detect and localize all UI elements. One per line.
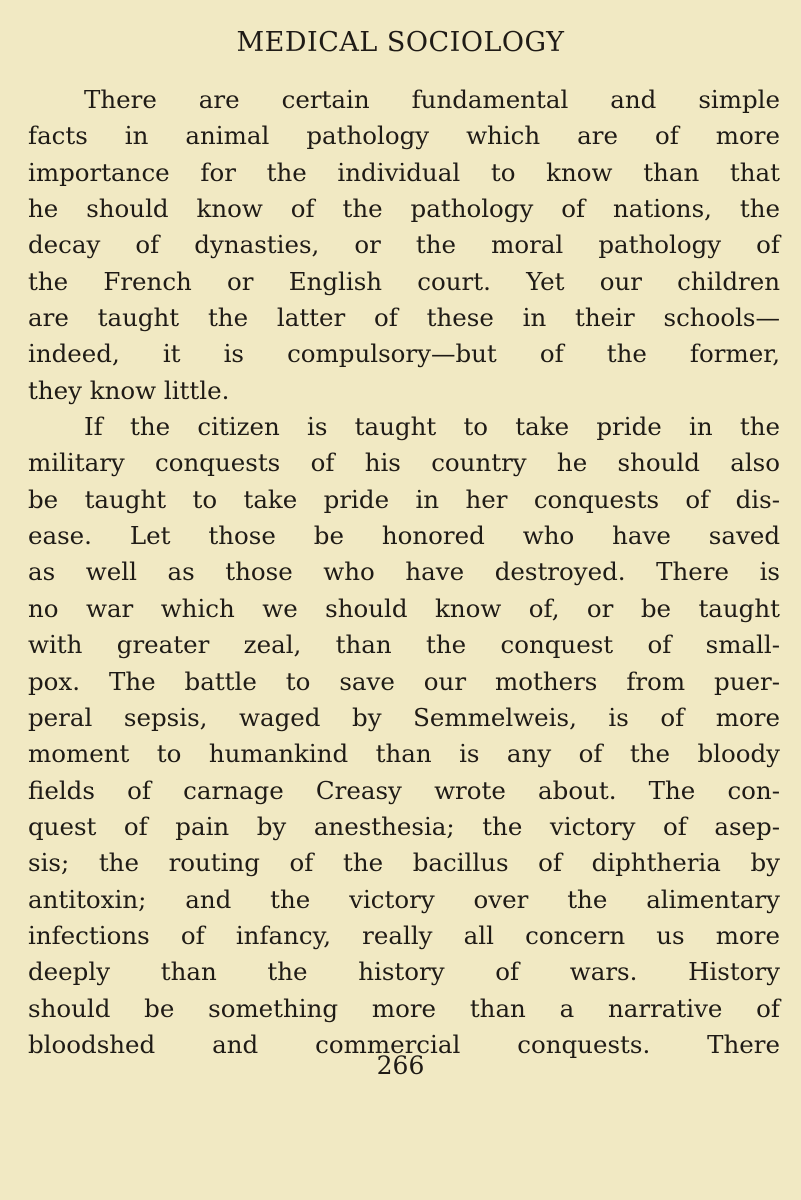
text-line: facts in animal pathology which are of more [28,121,780,151]
text-line: are taught the latter of these in their schools— [28,303,780,333]
text-line: indeed, it is compulsory—but of the former, [28,339,780,369]
text-line: deeply than the history of wars. History [28,957,780,987]
text-line: infections of infancy, really all concern us more [28,920,780,950]
running-head: MEDICAL SOCIOLOGY [236,27,565,58]
text-line: sis; the routing of the bacillus of diphtheria by [28,848,780,878]
text-line: bloodshed and commercial conquests. There [28,1029,780,1059]
text-line: quest of pain by anesthesia; the victory of asep- [28,811,780,841]
body-text [28,82,780,1063]
text-line: with greater zeal, than the conquest of small- [28,630,780,660]
text-line: they know little. [28,375,230,405]
text-line: moment to humankind than is any of the bloody [28,739,780,769]
page-number: 266 [376,1051,425,1080]
text-line: the French or English court. Yet our children [28,266,780,296]
text-line: importance for the individual to know than that [28,157,780,187]
text-line: antitoxin; and the victory over the alimentary [28,884,780,914]
text-line: as well as those who have destroyed. There is [28,557,780,587]
text-line: decay of dynasties, or the moral pathology of [28,230,780,260]
text-line: he should know of the pathology of nations, the [28,194,780,224]
text-line: fields of carnage Creasy wrote about. The con- [28,775,780,805]
text-line: There are certain fundamental and simple [84,85,780,114]
text-line: military conquests of his country he should also [28,448,780,478]
text-line: be taught to take pride in her conquests of dis- [28,484,780,514]
text-line: If the citizen is taught to take pride in the [84,412,780,442]
text-line: ease. Let those be honored who have saved [28,521,780,551]
text-line: peral sepsis, waged by Semmelweis, is of more [28,702,780,732]
text-line: should be something more than a narrative of [28,993,780,1023]
text-line: no war which we should know of, or be taught [28,593,780,623]
text-line: pox. The battle to save our mothers from puer- [28,666,780,696]
